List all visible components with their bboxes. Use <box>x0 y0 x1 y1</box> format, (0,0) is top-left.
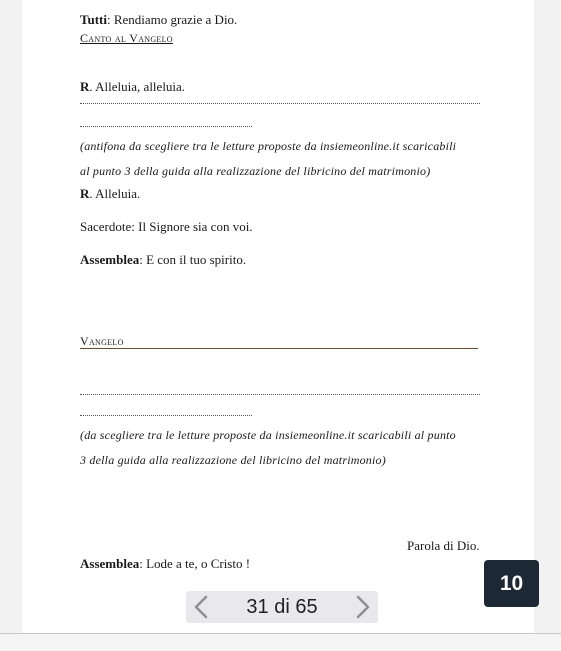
response-alleluia-1: R. Alleluia, alleluia. <box>80 79 186 94</box>
next-page-button[interactable] <box>348 591 378 623</box>
blank-dotted-line-short <box>80 415 252 416</box>
tutti-line: Tutti: Rendiamo grazie a Dio. <box>80 12 238 27</box>
page-navigator <box>186 591 378 623</box>
parola-di-dio: Parola di Dio. <box>407 538 480 553</box>
canto-heading: Canto al Vangelo <box>80 31 173 45</box>
bottom-toolbar <box>0 633 561 651</box>
antifona-note-line-1: (antifona da scegliere tra le letture proposte da insiemeonline.it scaricabili <box>80 139 457 153</box>
blank-dotted-line-short <box>80 126 252 127</box>
vangelo-note-line-2: 3 della guida alla realizzazione del libricino del matrimonio) <box>80 453 386 467</box>
assemblea-line-1: Assemblea: E con il tuo spirito. <box>80 252 247 267</box>
sacerdote-line: Sacerdote: Il Signore sia con voi. <box>80 219 253 234</box>
chevron-right-icon <box>354 594 372 620</box>
blank-dotted-line <box>80 394 480 395</box>
vangelo-note-line-1: (da scegliere tra le letture proposte da insiemeonline.it scaricabili al punto <box>80 428 456 442</box>
document-page <box>22 0 534 650</box>
vangelo-heading-rule <box>80 348 478 349</box>
chevron-left-icon <box>192 594 210 620</box>
previous-page-button[interactable] <box>186 591 216 623</box>
page-counter: 31 di 65 <box>246 595 318 618</box>
vangelo-heading: Vangelo <box>80 334 124 348</box>
response-alleluia-2: R. Alleluia. <box>80 186 141 201</box>
blank-dotted-line <box>80 103 480 104</box>
speaker-tutti: Tutti <box>80 12 107 27</box>
page-number-badge: 10 <box>484 560 539 607</box>
assemblea-line-2: Assemblea: Lode a te, o Cristo ! <box>80 556 251 571</box>
antifona-note-line-2: al punto 3 della guida alla realizzazione del libricino del matrimonio) <box>80 164 431 178</box>
